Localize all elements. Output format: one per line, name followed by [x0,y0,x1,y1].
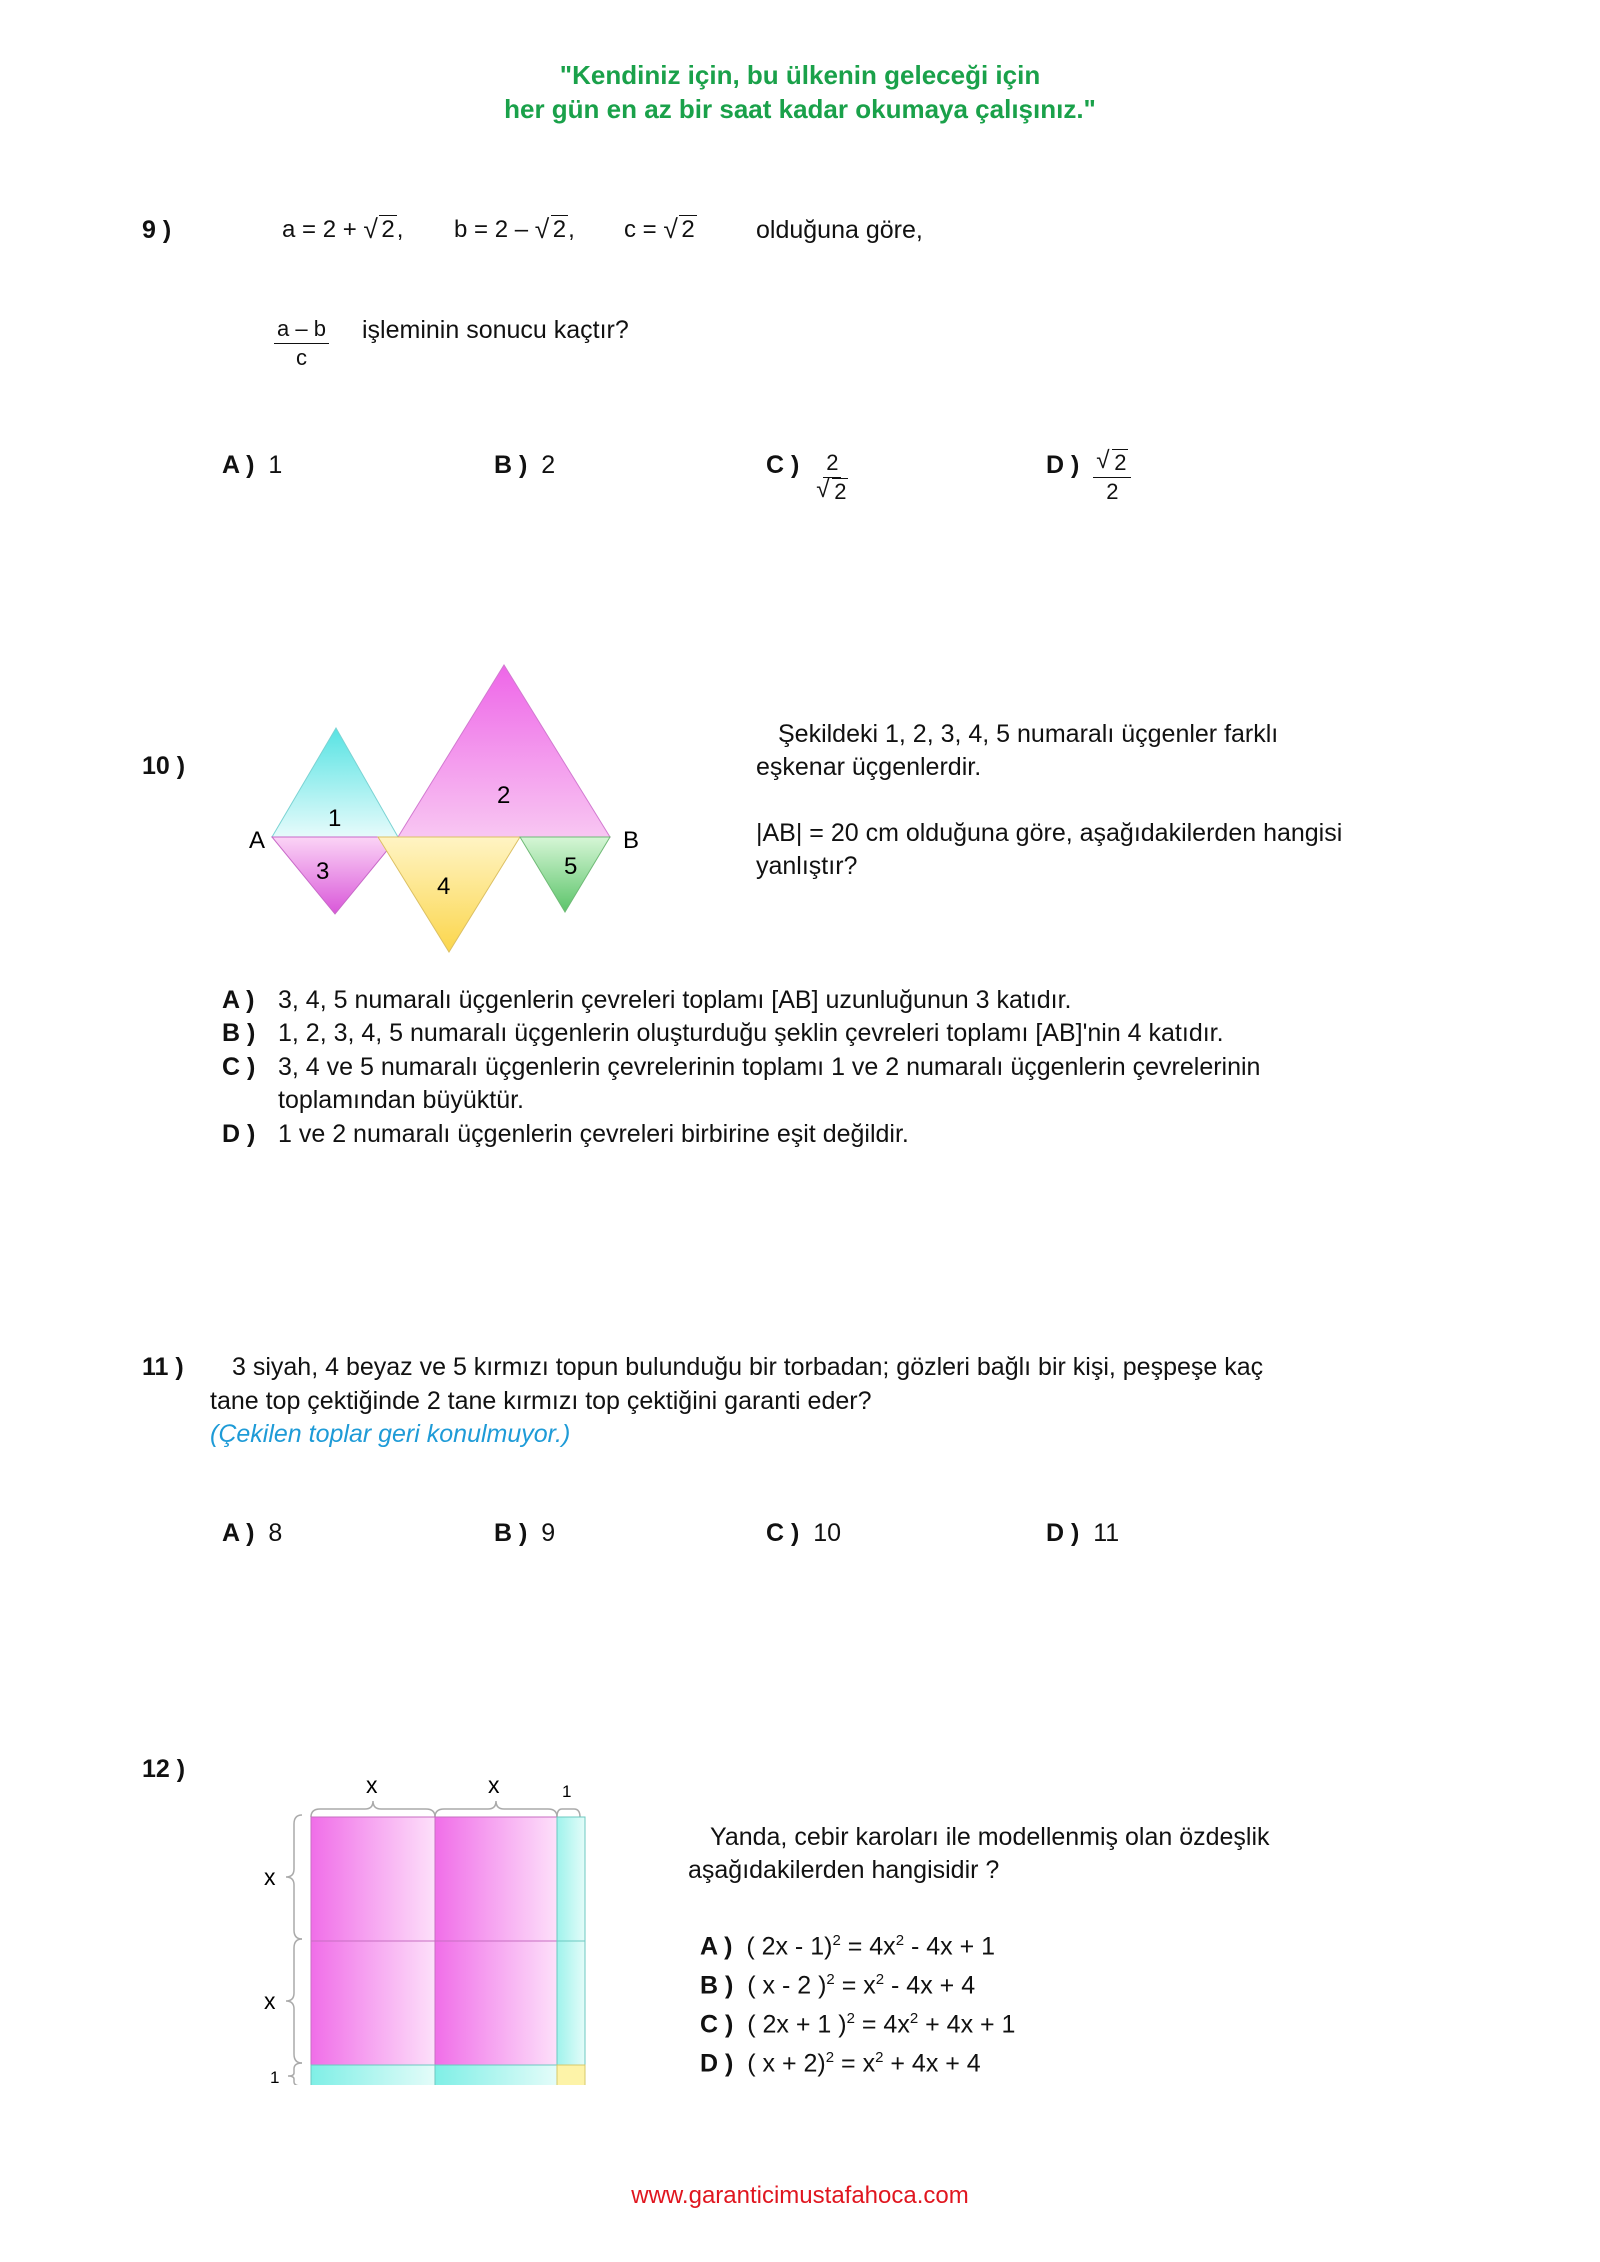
option-d-denominator: 2 [1106,479,1119,504]
option-exp: 2 [825,2049,835,2066]
q10-text-4: yanlıştır? [756,852,858,880]
q9-given-c-text: c = [624,216,657,243]
label-5: 5 [564,853,578,880]
motto-line-2: her gün en az bir saat kadar okumaya çalışınız." [504,94,1096,124]
top-brace-x1 [311,1801,435,1817]
q10-option-c-text-2: toplamından büyüktür. [278,1086,524,1114]
option-exp: 2 [846,2010,855,2027]
option-expr: + 4x + 4 [883,2049,981,2078]
q10-text-3: |AB| = 20 cm olduğuna göre, aşağıdakilerden hangisi [756,819,1343,847]
option-letter: A ) [222,986,255,1014]
option-exp: 2 [875,2049,884,2066]
q12-algebra-tiles [250,1755,600,2085]
left-brace-x1 [286,1815,302,1939]
q9-b-radicand: 2 [552,216,567,243]
q9-suffix: olduğuna göre, [756,216,923,244]
q12-text-1: Yanda, cebir karoları ile modellenmiş olan özdeşlik [710,1823,1270,1851]
option-value: 11 [1093,1519,1120,1547]
q9-option-a[interactable] [222,448,282,482]
option-exp: 2 [875,1971,885,1988]
q10-option-a-text: 3, 4, 5 numaralı üçgenlerin çevreleri toplamı [AB] uzunluğunun 3 katıdır. [278,986,1072,1014]
option-expr: = 4x [840,1932,896,1961]
q11-option-c[interactable] [766,1516,841,1550]
q9-option-b[interactable] [494,448,555,482]
left-brace-x2 [286,1939,302,2063]
option-value: 8 [268,1519,283,1547]
option-letter: D ) [222,1120,256,1148]
tile-x2-3 [311,1941,435,2065]
footer-url[interactable]: www.garanticimustafahoca.com [631,2182,969,2209]
q10-text-2: eşkenar üçgenlerdir. [756,753,982,781]
sqrt-symbol: √ 2 [663,214,695,244]
tile-x-h2 [435,2065,557,2085]
q12-option-c[interactable] [700,2002,1015,2041]
option-expr: ( x - 2 ) [747,1971,827,2000]
q12-option-a[interactable] [700,1924,995,1963]
top-brace-1 [557,1809,580,1817]
option-letter: B ) [222,1019,256,1047]
option-letter: A ) [222,451,255,479]
sqrt-symbol: √ 2 [534,214,567,244]
option-letter: D ) [700,2049,734,2078]
q9-comma-2: , [568,216,575,243]
question-10-number: 10 ) [142,752,186,780]
option-letter: D ) [1046,451,1080,479]
question-12-number: 12 ) [142,1755,186,1783]
label-1: 1 [328,805,342,832]
q10-option-b[interactable] [222,1016,255,1050]
q11-option-a[interactable] [222,1516,282,1550]
option-value: 2 [541,451,556,479]
q11-line-2: tane top çektiğinde 2 tane kırmızı top çektiğini garanti eder? [210,1387,872,1415]
tile-x2-4 [435,1941,557,2065]
option-letter: A ) [222,1519,255,1547]
q10-option-a[interactable] [222,983,254,1017]
q9-given-b-text: b = 2 – [454,216,529,243]
q9-expression [274,316,329,371]
option-exp: 2 [832,1932,841,1949]
q10-option-b-text: 1, 2, 3, 4, 5 numaralı üçgenlerin oluşturduğu şeklin çevreleri toplamı [AB]'nin 4 katıdır. [278,1019,1224,1047]
sqrt-symbol: √ 2 [363,214,395,244]
q10-option-c-text: 3, 4 ve 5 numaralı üçgenlerin çevrelerinin toplamı 1 ve 2 numaralı üçgenlerin çevrelerinin [278,1053,1261,1081]
q9-expr-numerator: a – b [274,316,329,344]
q9-option-d[interactable] [1046,448,1131,505]
option-exp: 2 [909,2010,919,2027]
option-letter: B ) [700,1971,734,2000]
option-exp: 2 [895,1932,905,1949]
option-value: 1 [268,451,283,479]
q12-text-2: aşağıdakilerden hangisidir ? [688,1856,1000,1884]
label-left-x2: x [264,1988,276,2014]
option-letter: C ) [700,2010,734,2039]
motto-line-1: "Kendiniz için, bu ülkenin geleceği için [559,60,1041,90]
tile-x2-2 [435,1817,557,1941]
option-expr: ( x + 2) [747,2049,826,2078]
label-top-x2: x [488,1772,500,1798]
sqrt-symbol: √ 2 [1096,447,1127,475]
q9-expr-denominator: c [295,345,307,370]
label-top-x1: x [366,1772,378,1798]
option-exp: 2 [826,1971,835,1988]
option-expr: = 4x [854,2010,910,2039]
q10-text-1: Şekildeki 1, 2, 3, 4, 5 numaralı üçgenler farklı [778,720,1279,748]
option-c-denominator: 2 [834,479,847,504]
q10-triangle-figure [230,650,670,970]
option-expr: = x [834,1971,876,2000]
q12-option-b[interactable] [700,1963,975,2002]
q9-given-c [624,216,697,244]
top-brace-x2 [435,1801,557,1817]
option-d-numerator: 2 [1114,450,1127,475]
q12-option-d[interactable] [700,2041,981,2080]
tile-x-v1 [557,1817,585,1941]
option-letter: B ) [494,451,528,479]
q9-given-a [282,216,403,244]
option-value: 9 [541,1519,556,1547]
label-3: 3 [316,858,330,885]
q9-given-a-text: a = 2 + [282,216,357,243]
q9-option-c[interactable] [766,448,851,505]
label-2: 2 [497,782,511,809]
q9-comma-1: , [396,216,404,243]
question-11-number: 11 ) [142,1353,184,1381]
option-letter: A ) [700,1932,733,1961]
left-brace-1 [288,2063,302,2085]
q11-note: (Çekilen toplar geri konulmuyor.) [210,1420,571,1448]
tile-unit [557,2065,585,2085]
option-expr: - 4x + 4 [884,1971,976,2000]
q9-c-radicand: 2 [681,216,695,243]
option-letter: C ) [766,1519,800,1547]
label-4: 4 [437,873,451,900]
q9-a-radicand: 2 [381,216,395,243]
tile-x2-1 [311,1817,435,1941]
option-letter: B ) [494,1519,528,1547]
label-A: A [249,827,266,854]
q9-question: işleminin sonucu kaçtır? [362,316,629,344]
option-expr: + 4x + 1 [918,2010,1016,2039]
question-9-number: 9 ) [142,216,172,244]
triangle-3 [272,837,398,914]
q11-option-d[interactable] [1046,1516,1119,1550]
label-left-1: 1 [270,2068,280,2085]
q10-option-d-text: 1 ve 2 numaralı üçgenlerin çevreleri birbirine eşit değildir. [278,1120,909,1148]
q11-line-1: 3 siyah, 4 beyaz ve 5 kırmızı topun bulunduğu bir torbadan; gözleri bağlı bir kişi, peşpeşe kaç [232,1353,1264,1381]
tile-x-h1 [311,2065,435,2085]
sqrt-symbol: √ 2 [816,476,847,504]
option-expr: ( 2x - 1) [746,1932,833,1961]
option-value: 10 [813,1519,842,1547]
option-expr: ( 2x + 1 ) [747,2010,847,2039]
option-letter: C ) [766,451,800,479]
option-letter: D ) [1046,1519,1080,1547]
q10-option-c[interactable] [222,1050,255,1084]
option-expr: - 4x + 1 [904,1932,996,1961]
q11-option-b[interactable] [494,1516,555,1550]
tile-x-v2 [557,1941,585,2065]
label-left-x1: x [264,1864,276,1890]
q9-given-b [454,216,575,244]
option-c-numerator: 2 [823,450,841,478]
option-letter: C ) [222,1053,256,1081]
label-B: B [623,827,640,854]
q10-option-d[interactable] [222,1117,255,1151]
label-top-1: 1 [562,1782,572,1801]
triangle-2 [398,665,610,837]
option-expr: = x [834,2049,876,2078]
